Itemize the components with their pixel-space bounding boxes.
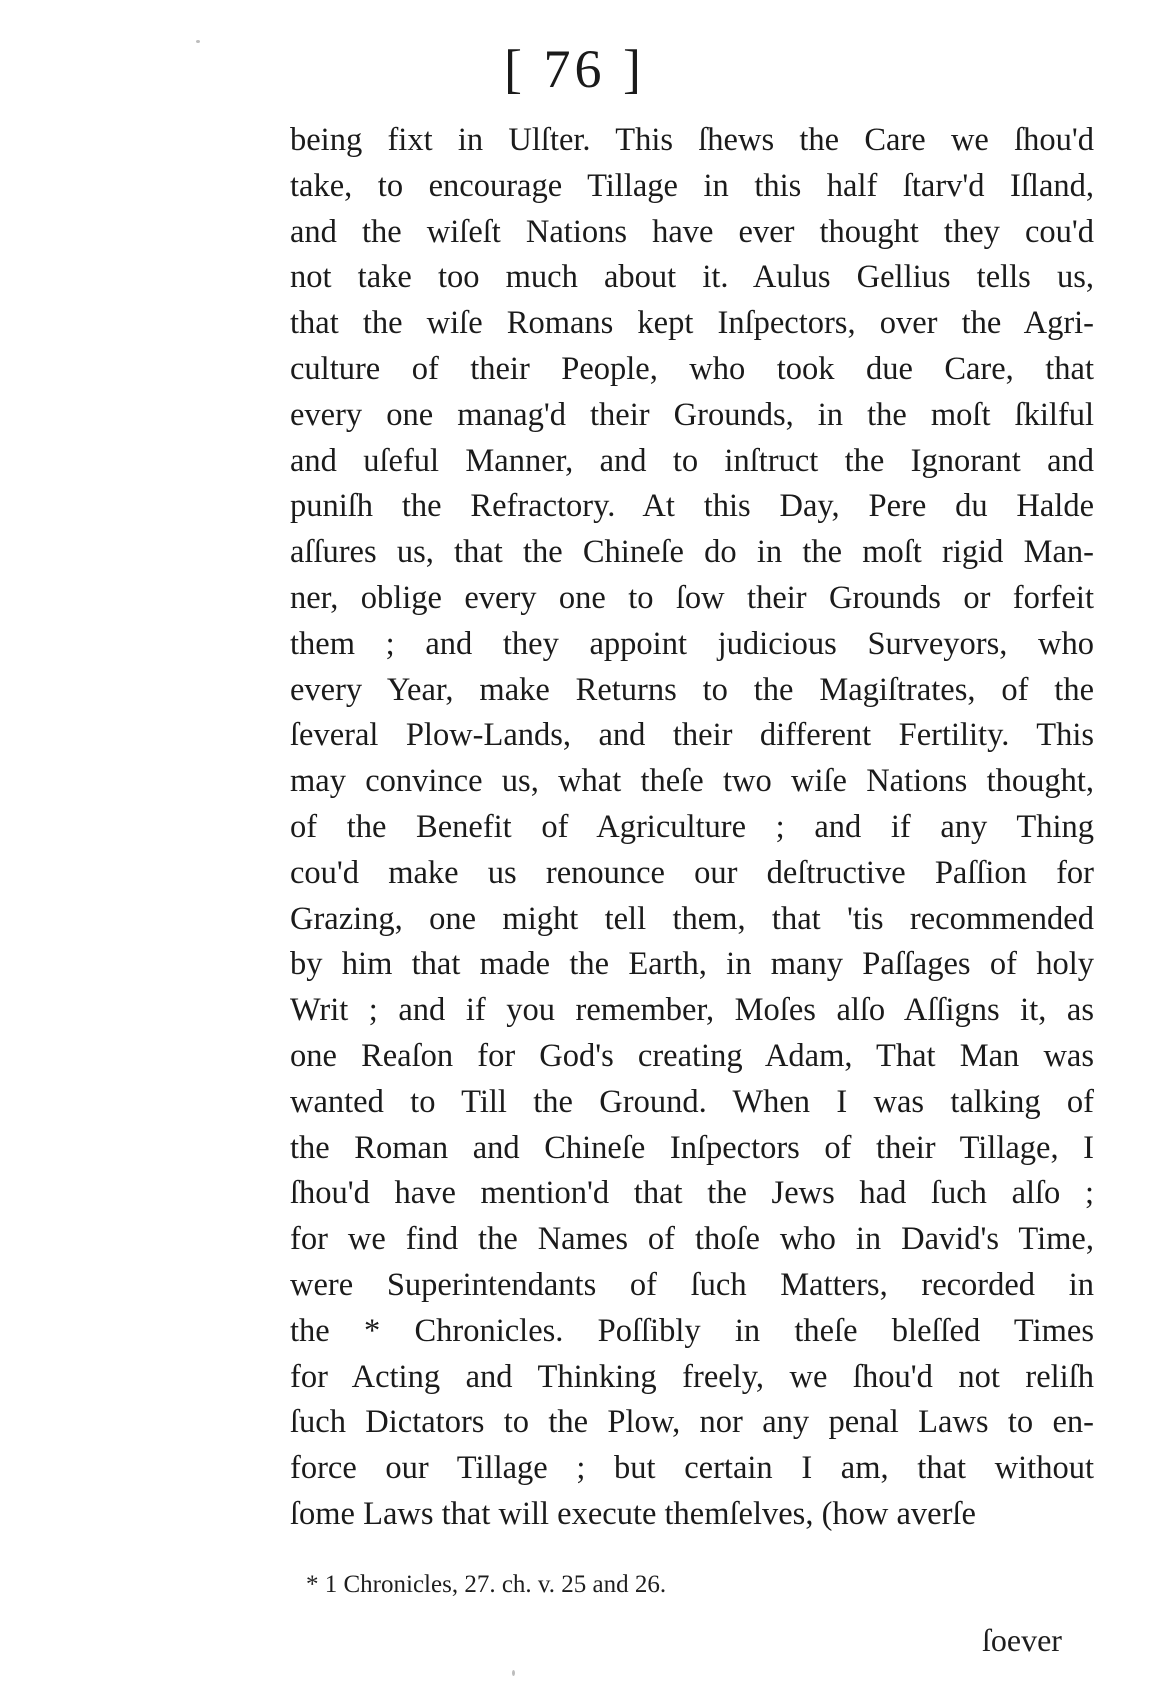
- text-line: Grazing, one might tell them, that 'tis recommended: [290, 900, 1094, 937]
- text-line: puniſh the Refractory. At this Day, Pere du Halde: [290, 488, 1094, 525]
- text-line: by him that made the Earth, in many Paſſages of holy: [290, 946, 1094, 983]
- text-line: ſuch Dictators to the Plow, nor any penal Laws to en-: [290, 1404, 1094, 1441]
- text-line: the * Chronicles. Poſſibly in theſe bleſſed Times: [290, 1312, 1094, 1349]
- text-line: ner, oblige every one to ſow their Grounds or forfeit: [290, 579, 1094, 616]
- text-line: for Acting and Thinking freely, we ſhou'd not reliſh: [290, 1358, 1094, 1395]
- catchword: ſoever: [982, 1622, 1062, 1658]
- text-line: wanted to Till the Ground. When I was talking of: [290, 1083, 1094, 1120]
- text-line: ſhou'd have mention'd that the Jews had ſuch alſo ;: [290, 1175, 1094, 1212]
- text-line: and uſeful Manner, and to inſtruct the Ignorant and: [290, 442, 1094, 479]
- text-line: were Superintendants of ſuch Matters, recorded in: [290, 1266, 1094, 1303]
- text-line: every one manag'd their Grounds, in the moſt ſkilful: [290, 396, 1094, 433]
- paper-speck: [512, 1670, 515, 1676]
- text-line: ſome Laws that will execute themſelves, (how averſe: [290, 1495, 976, 1532]
- text-line: for we find the Names of thoſe who in David's Time,: [290, 1221, 1094, 1258]
- text-line: them ; and they appoint judicious Surveyors, who: [290, 625, 1094, 662]
- text-line: ſeveral Plow-Lands, and their different Fertility. This: [290, 717, 1094, 754]
- text-line: and the wiſeſt Nations have ever thought they cou'd: [290, 213, 1094, 250]
- text-line: that the wiſe Romans kept Inſpectors, over the Agri-: [290, 305, 1094, 342]
- page-number: [ 76 ]: [504, 39, 645, 99]
- text-line: not take too much about it. Aulus Gellius tells us,: [290, 259, 1094, 296]
- text-line: one Reaſon for God's creating Adam, That Man was: [290, 1037, 1094, 1074]
- body-text: [290, 118, 1094, 1538]
- text-line: take, to encourage Tillage in this half ſtarv'd Iſland,: [290, 167, 1094, 204]
- text-line: being fixt in Ulſter. This ſhews the Care we ſhou'd: [290, 122, 1094, 158]
- footnote: * 1 Chronicles, 27. ch. v. 25 and 26.: [306, 1571, 667, 1598]
- text-line: cou'd make us renounce our deſtructive Paſſion for: [290, 854, 1094, 891]
- text-line: may convince us, what theſe two wiſe Nations thought,: [290, 763, 1094, 800]
- text-line: culture of their People, who took due Care, that: [290, 350, 1094, 387]
- text-line: every Year, make Returns to the Magiſtrates, of the: [290, 671, 1094, 708]
- text-line: aſſures us, that the Chineſe do in the moſt rigid Man-: [290, 534, 1094, 571]
- paper-speck: [196, 40, 200, 43]
- text-line: the Roman and Chineſe Inſpectors of their Tillage, I: [290, 1129, 1094, 1166]
- text-line: force our Tillage ; but certain I am, that without: [290, 1450, 1094, 1487]
- text-line: of the Benefit of Agriculture ; and if any Thing: [290, 808, 1094, 845]
- text-line: Writ ; and if you remember, Moſes alſo Aſſigns it, as: [290, 992, 1094, 1029]
